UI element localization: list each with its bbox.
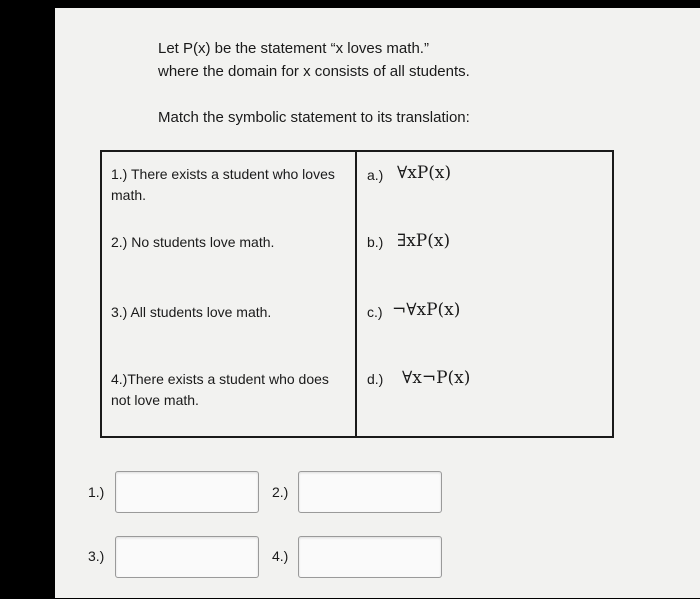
- statement-3: 3.) All students love math.: [111, 304, 272, 320]
- symbol-letter-d: d.): [367, 371, 384, 387]
- problem-statement-line-2: where the domain for x consists of all students.: [158, 63, 470, 80]
- statement-4: 4.)There exists a student who does not love math.: [111, 371, 329, 408]
- symbol-expression-b: ∃xP(x): [397, 231, 451, 251]
- symbol-letter-b: b.): [367, 234, 384, 250]
- answer-input-1[interactable]: [115, 471, 259, 513]
- symbol-expression-c: ¬∀xP(x): [392, 300, 461, 320]
- instruction-text: Match the symbolic statement to its translation:: [158, 109, 470, 126]
- answer-label-4: 4.): [272, 548, 289, 564]
- answer-input-3[interactable]: [115, 536, 259, 578]
- table-column-divider: [355, 152, 357, 436]
- problem-statement-line-1: Let P(x) be the statement “x loves math.”: [158, 40, 429, 57]
- symbol-expression-a: ∀xP(x): [397, 163, 452, 183]
- symbol-letter-c: c.): [367, 304, 383, 320]
- answer-input-4[interactable]: [298, 536, 442, 578]
- answer-label-1: 1.): [88, 484, 105, 500]
- matching-table: [100, 150, 614, 438]
- statement-1: 1.) There exists a student who loves math.: [111, 166, 335, 203]
- answer-label-2: 2.): [272, 484, 289, 500]
- symbol-expression-d: ∀x¬P(x): [402, 368, 471, 388]
- answer-input-2[interactable]: [298, 471, 442, 513]
- answer-label-3: 3.): [88, 548, 105, 564]
- symbol-letter-a: a.): [367, 167, 384, 183]
- statement-2: 2.) No students love math.: [111, 234, 275, 250]
